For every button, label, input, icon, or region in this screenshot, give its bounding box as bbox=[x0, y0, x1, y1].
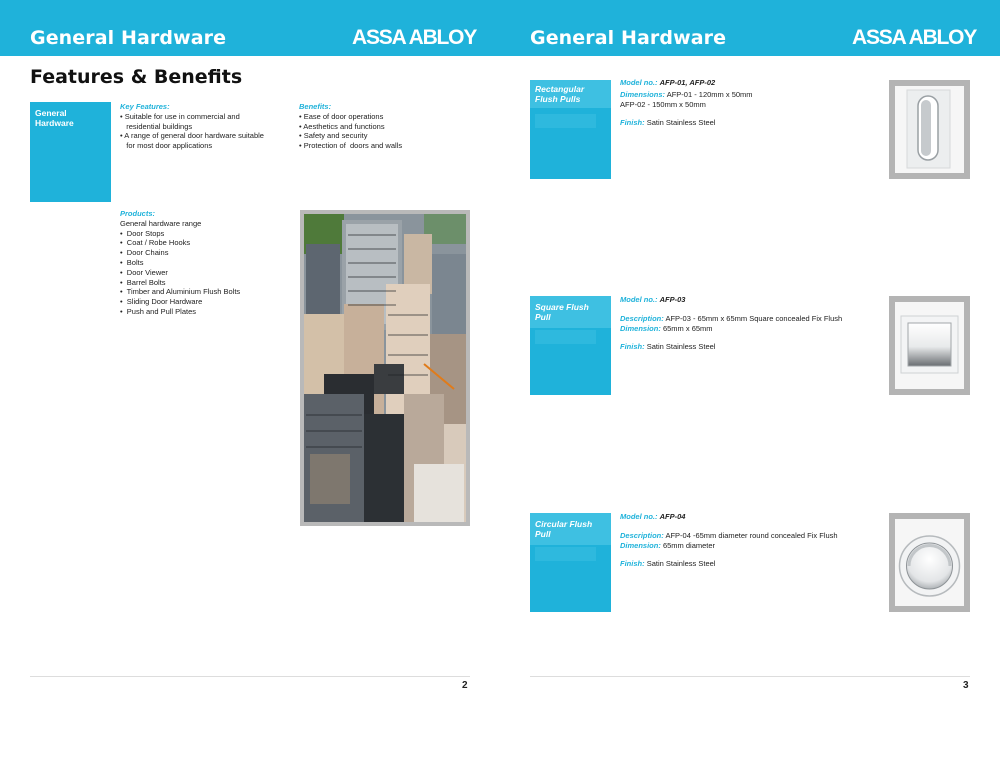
list-item: • Door Chains bbox=[120, 248, 169, 258]
city-skyline-image bbox=[304, 214, 466, 522]
product-specs-rectangular bbox=[620, 78, 753, 128]
section-box bbox=[30, 102, 111, 202]
rectangular-pull-icon bbox=[895, 86, 964, 173]
list-item: • Safety and security bbox=[299, 131, 368, 141]
right-footer-rule bbox=[530, 676, 970, 677]
square-flush-pull-image bbox=[889, 296, 970, 395]
benefits-block bbox=[299, 102, 402, 151]
product-box-strip bbox=[535, 330, 596, 344]
product-box-strip bbox=[535, 114, 596, 128]
rectangular-flush-pull-image bbox=[889, 80, 970, 179]
products-list bbox=[120, 229, 240, 317]
dimension-label: Dimension: bbox=[620, 323, 661, 333]
product-box-label: Rectangular Flush Pulls bbox=[530, 80, 611, 108]
right-brand-logo: ASSA ABLOY bbox=[852, 26, 977, 49]
finish-value: Satin Stainless Steel bbox=[646, 559, 716, 569]
left-header-title: General Hardware bbox=[30, 27, 227, 49]
product-box-label: Square Flush Pull bbox=[530, 296, 611, 328]
description-value: AFP-03 - 65mm x 65mm Square concealed Fix Flush bbox=[665, 313, 843, 323]
list-item: • Protection of doors and walls bbox=[299, 141, 403, 151]
finish-label: Finish: bbox=[620, 559, 645, 569]
products-intro: General hardware range bbox=[120, 218, 202, 228]
finish-label: Finish: bbox=[620, 118, 645, 128]
finish-value: Satin Stainless Steel bbox=[646, 342, 716, 352]
list-item: • Bolts bbox=[120, 257, 144, 267]
description-label: Description: bbox=[620, 530, 664, 540]
list-item: for most door applications bbox=[120, 141, 213, 151]
key-features-list bbox=[120, 112, 264, 151]
list-item: • Suitable for use in commercial and bbox=[120, 111, 240, 121]
product-box-strip bbox=[535, 547, 596, 561]
model-value: AFP-04 bbox=[659, 512, 686, 521]
list-item: • Barrel Bolts bbox=[120, 277, 166, 287]
left-brand-logo: ASSA ABLOY bbox=[352, 26, 477, 49]
list-item: • Push and Pull Plates bbox=[120, 306, 197, 316]
product-box-square bbox=[530, 296, 611, 395]
product-box-circular bbox=[530, 513, 611, 612]
products-label: Products: bbox=[120, 209, 156, 218]
dimension-label: Dimension: bbox=[620, 540, 661, 550]
list-item: • Timber and Aluminium Flush Bolts bbox=[120, 287, 241, 297]
benefits-label: Benefits: bbox=[299, 102, 332, 111]
dimensions-label: Dimensions: bbox=[620, 89, 666, 99]
list-item: • Aesthetics and functions bbox=[299, 121, 385, 131]
dimensions-value: AFP-01 - 120mm x 50mm bbox=[666, 89, 753, 99]
list-item: • A range of general door hardware suitable bbox=[120, 131, 264, 141]
circular-pull-icon bbox=[895, 519, 964, 606]
dimension-value: 65mm diameter bbox=[662, 540, 716, 550]
description-label: Description: bbox=[620, 313, 664, 323]
left-page-number: 2 bbox=[462, 680, 468, 691]
left-footer-rule bbox=[30, 676, 470, 677]
list-item: • Ease of door operations bbox=[299, 111, 384, 121]
list-item: • Coat / Robe Hooks bbox=[120, 238, 191, 248]
finish-label: Finish: bbox=[620, 342, 645, 352]
list-item: • Sliding Door Hardware bbox=[120, 297, 203, 307]
list-item: • Door Viewer bbox=[120, 267, 168, 277]
page-heading: Features & Benefits bbox=[30, 66, 243, 88]
section-box-label: General Hardware bbox=[35, 108, 74, 128]
finish-value: Satin Stainless Steel bbox=[646, 118, 716, 128]
square-pull-icon bbox=[895, 302, 964, 389]
header-bar bbox=[0, 0, 1000, 56]
key-features-label: Key Features: bbox=[120, 102, 170, 111]
right-page-number: 3 bbox=[963, 680, 969, 691]
list-item: residential buildings bbox=[120, 121, 193, 131]
list-item: • Door Stops bbox=[120, 228, 165, 238]
model-label: Model no.: bbox=[620, 295, 658, 304]
products-block bbox=[120, 209, 240, 317]
model-label: Model no.: bbox=[620, 512, 658, 521]
product-box-label: Circular Flush Pull bbox=[530, 513, 611, 545]
model-value: AFP-03 bbox=[659, 295, 686, 304]
product-box-rectangular bbox=[530, 80, 611, 179]
model-label: Model no.: bbox=[620, 78, 658, 87]
benefits-list bbox=[299, 112, 402, 151]
description-value: AFP-04 -65mm diameter round concealed Fix Flush bbox=[665, 530, 838, 540]
product-specs-circular bbox=[620, 512, 838, 569]
model-value: AFP-01, AFP-02 bbox=[659, 78, 716, 87]
city-buildings-photo bbox=[300, 210, 470, 526]
right-header-title: General Hardware bbox=[530, 27, 727, 49]
dimensions-value-extra: AFP-02 - 150mm x 50mm bbox=[620, 99, 706, 109]
key-features-block bbox=[120, 102, 264, 151]
dimension-value: 65mm x 65mm bbox=[662, 323, 713, 333]
circular-flush-pull-image bbox=[889, 513, 970, 612]
product-specs-square bbox=[620, 295, 842, 352]
